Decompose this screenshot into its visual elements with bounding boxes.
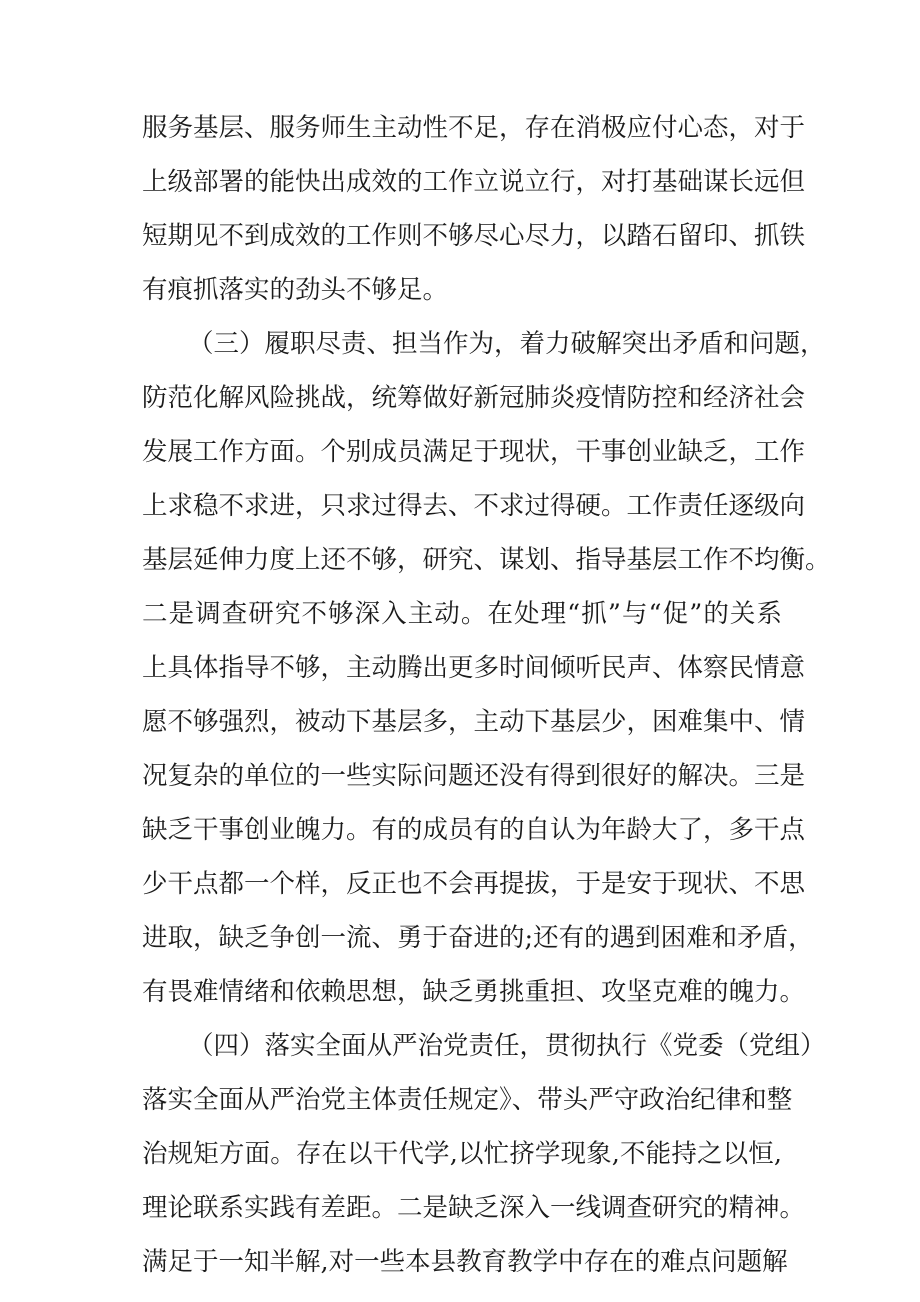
text-line: 有畏难情绪和依赖思想，缺乏勇挑重担、攻坚克难的魄力。 bbox=[142, 977, 806, 1007]
text-line: 上具体指导不够，主动腾出更多时间倾听民声、体察民情意 bbox=[142, 653, 806, 683]
text-line: 进取，缺乏争创一流、勇于奋进的;还有的遇到困难和矛盾， bbox=[142, 923, 814, 953]
text-line: 防范化解风险挑战，统筹做好新冠肺炎疫情防控和经济社会 bbox=[142, 383, 806, 413]
section-heading-line: （三）履职尽责、担当作为，着力破解突出矛盾和问题， bbox=[188, 329, 826, 359]
section-heading-line: （四）落实全面从严治党责任，贯彻执行《党委（党组） bbox=[188, 1031, 826, 1061]
text-line: 有痕抓落实的劲头不够足。 bbox=[142, 275, 449, 305]
text-line: 基层延伸力度上还不够，研究、谋划、指导基层工作不均衡。 bbox=[142, 545, 831, 575]
text-line: 二是调查研究不够深入主动。在处理“抓”与“促”的关系 bbox=[142, 599, 782, 629]
text-line: 缺乏干事创业魄力。有的成员有的自认为年龄大了，多干点 bbox=[142, 815, 806, 845]
text-line: 况复杂的单位的一些实际问题还没有得到很好的解决。三是 bbox=[142, 761, 806, 791]
text-line: 治规矩方面。存在以干代学,以忙挤学现象,不能持之以恒, bbox=[142, 1139, 782, 1169]
text-line: 落实全面从严治党主体责任规定》、带头严守政治纪律和整 bbox=[142, 1085, 793, 1115]
text-line: 上求稳不求进，只求过得去、不求过得硬。工作责任逐级向 bbox=[142, 491, 806, 521]
text-line: 服务基层、服务师生主动性不足，存在消极应付心态，对于 bbox=[142, 113, 806, 143]
text-line: 上级部署的能快出成效的工作立说立行，对打基础谋长远但 bbox=[142, 167, 806, 197]
text-line: 愿不够强烈，被动下基层多，主动下基层少，困难集中、情 bbox=[142, 707, 806, 737]
text-line: 少干点都一个样，反正也不会再提拔，于是安于现状、不思 bbox=[142, 869, 806, 899]
text-line: 理论联系实践有差距。二是缺乏深入一线调查研究的精神。 bbox=[142, 1193, 806, 1223]
text-line: 发展工作方面。个别成员满足于现状，干事创业缺乏，工作 bbox=[142, 437, 806, 467]
text-line: 满足于一知半解,对一些本县教育教学中存在的难点问题解 bbox=[142, 1247, 788, 1277]
text-line: 短期见不到成效的工作则不够尽心尽力，以踏石留印、抓铁 bbox=[142, 221, 806, 251]
